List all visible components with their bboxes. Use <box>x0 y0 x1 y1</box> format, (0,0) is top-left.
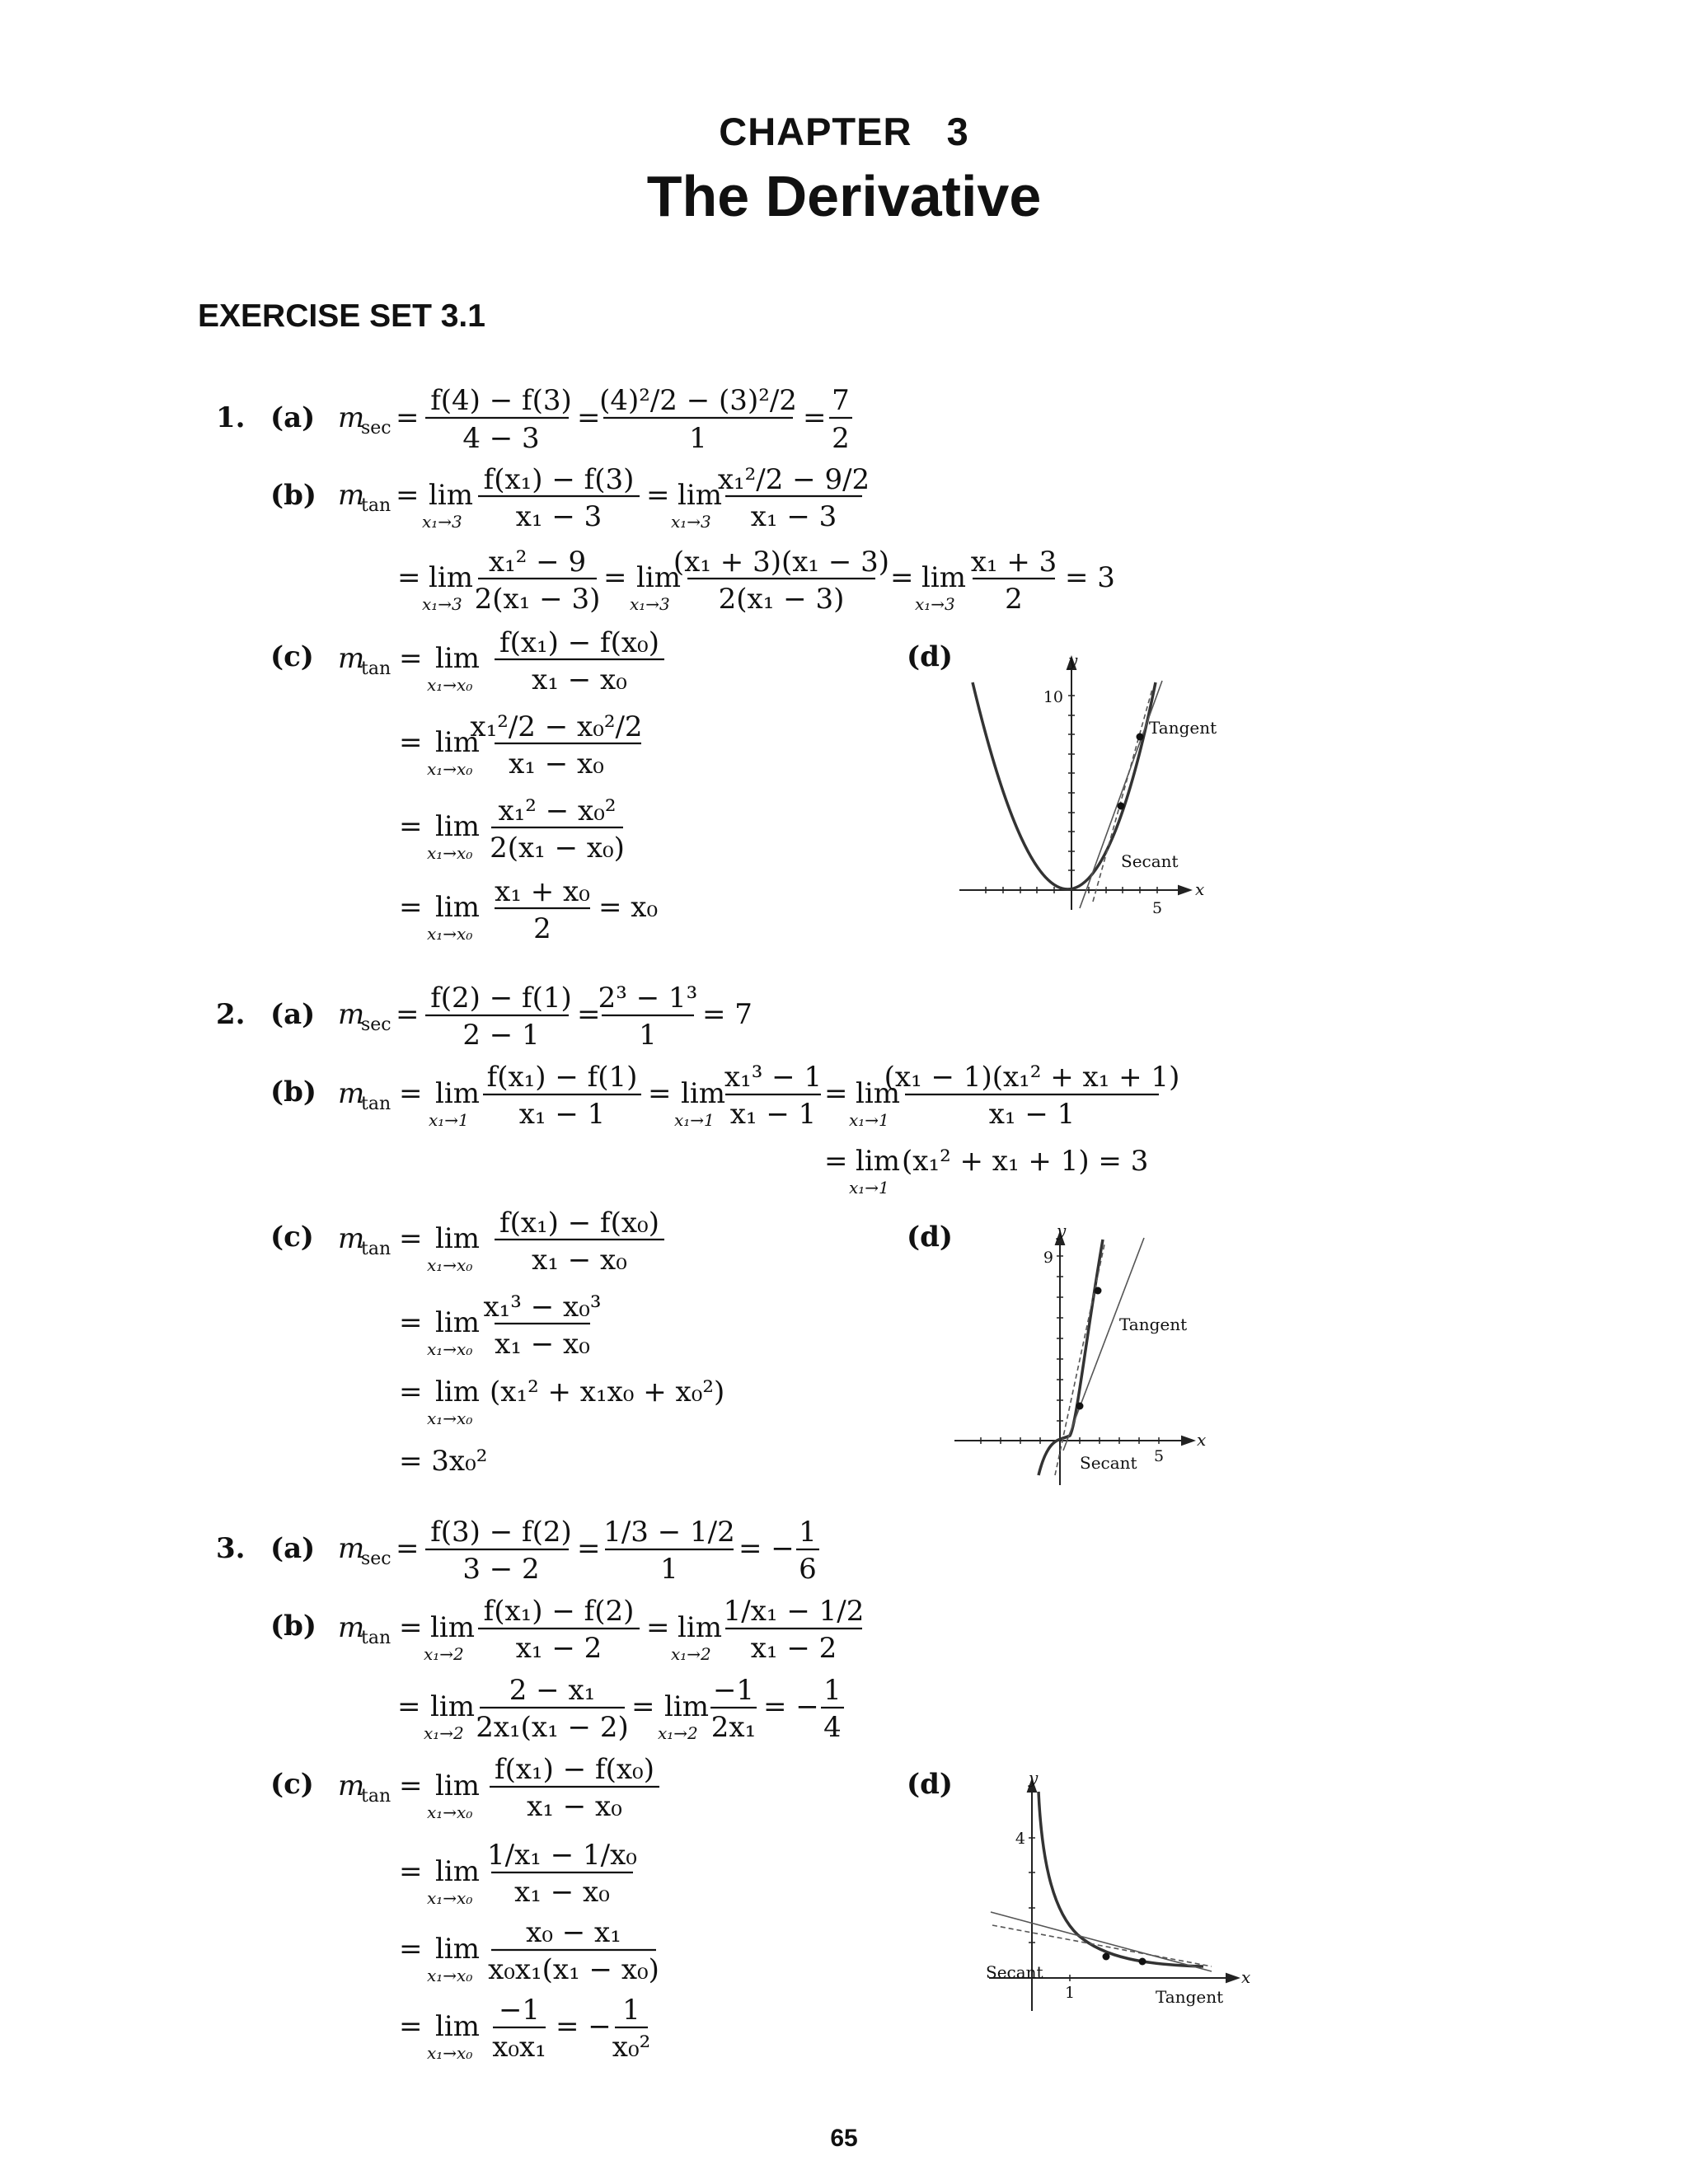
numerator: f(2) − f(1) <box>430 982 572 1015</box>
denominator: x₀² <box>612 2031 651 2064</box>
numerator: f(x₁) − f(x₀) <box>499 626 659 659</box>
x-axis-label: x <box>1197 1430 1207 1450</box>
denominator: x₁ − 1 <box>729 1098 817 1131</box>
lim-subscript: x₁→2 <box>424 1644 464 1664</box>
part-b-label: (b) <box>270 1076 316 1108</box>
lim: lim <box>856 1077 900 1110</box>
svg-text:=: = <box>646 479 670 512</box>
numerator: f(x₁) − f(x₀) <box>499 1207 659 1240</box>
graph-parabola <box>948 651 1228 915</box>
chapter-label: CHAPTER 3 <box>719 110 969 153</box>
subscript: tan <box>361 1094 392 1114</box>
lim: lim <box>435 2010 480 2043</box>
svg-text:=: = <box>399 1222 423 1255</box>
x-tick-label: 5 <box>1153 1447 1165 1465</box>
m-symbol: m <box>338 1077 365 1110</box>
denominator: x₀x₁(x₁ − x₀) <box>488 1953 659 1986</box>
x-axis-arrow <box>1179 886 1190 894</box>
y-axis-label: y <box>1057 1221 1067 1240</box>
m-symbol: m <box>338 401 365 434</box>
numerator: f(x₁) − f(x₀) <box>495 1753 654 1786</box>
point <box>1139 1958 1146 1966</box>
svg-text:=: = <box>399 1376 423 1408</box>
numerator: 1/3 − 1/2 <box>603 1516 735 1549</box>
numerator: 1 <box>799 1516 817 1549</box>
point <box>1076 1403 1084 1410</box>
denominator: x₁ − x₀ <box>532 663 627 696</box>
numerator: 1 <box>622 1994 640 2027</box>
tangent-line <box>1080 681 1162 908</box>
numerator: x₁ + 3 <box>970 546 1057 579</box>
section-heading: EXERCISE SET 3.1 <box>198 298 485 334</box>
m-symbol: m <box>338 479 365 512</box>
svg-text:=: = <box>648 1077 672 1110</box>
lim: lim <box>435 642 480 675</box>
lim-subscript: x₁→x₀ <box>427 1255 473 1275</box>
lim-subscript: x₁→x₀ <box>427 1339 473 1359</box>
lim-subscript: x₁→x₀ <box>427 759 473 779</box>
numerator: −1 <box>712 1674 755 1707</box>
subscript: tan <box>361 1239 392 1259</box>
denominator: x₁ − 1 <box>518 1098 606 1131</box>
numerator: (x₁ − 1)(x₁² + x₁ + 1) <box>884 1061 1180 1094</box>
numerator: 1/x₁ − 1/x₀ <box>487 1839 637 1872</box>
numerator: 7 <box>832 384 850 417</box>
secant-label: Secant <box>1121 851 1179 871</box>
numerator: x₁²/2 − x₀²/2 <box>470 710 643 743</box>
problem-number: 2. <box>216 998 246 1031</box>
numerator: 2³ − 1³ <box>598 982 698 1015</box>
numerator: x₁ + x₀ <box>495 875 590 908</box>
ticks <box>1029 1838 1070 1981</box>
numerator: f(4) − f(3) <box>430 384 572 417</box>
lim-subscript: x₁→2 <box>671 1644 711 1664</box>
svg-text:=: = <box>396 998 420 1031</box>
numerator: (4)²/2 − (3)²/2 <box>599 384 797 417</box>
svg-text:=: = <box>824 1145 848 1178</box>
numerator: f(x₁) − f(2) <box>483 1595 635 1628</box>
lim-subscript: x₁→2 <box>658 1723 698 1743</box>
graph-hyperbola <box>973 1764 1253 2027</box>
problem-number: 1. <box>216 401 246 434</box>
numerator: x₀ − x₁ <box>526 1916 621 1949</box>
part-d-label: (d) <box>907 1768 953 1801</box>
denominator: x₁ − x₀ <box>527 1790 622 1823</box>
svg-text:=: = <box>399 2010 423 2043</box>
ticks <box>981 1256 1159 1444</box>
numerator: f(x₁) − f(1) <box>486 1061 638 1094</box>
denominator: 3 − 2 <box>462 1553 540 1586</box>
problem-number: 3. <box>216 1532 246 1565</box>
denominator: 2x₁ <box>710 1711 757 1744</box>
denominator: 2(x₁ − 3) <box>718 583 845 616</box>
svg-text:=: = <box>577 1532 601 1565</box>
y-axis-label: y <box>1029 1768 1039 1788</box>
point <box>1137 733 1144 741</box>
denominator: x₁ − 2 <box>750 1632 837 1665</box>
lim-subscript: x₁→x₀ <box>427 1802 473 1822</box>
lim-subscript: x₁→x₀ <box>427 924 473 944</box>
denominator: x₁ − 2 <box>515 1632 603 1665</box>
lim-subscript: x₁→x₀ <box>427 675 473 695</box>
svg-text:=: = <box>577 401 601 434</box>
lim: lim <box>435 726 480 759</box>
part-c-label: (c) <box>270 1768 314 1801</box>
part-c-label: (c) <box>270 1221 314 1254</box>
svg-text:=: = <box>646 1611 670 1644</box>
lim-subscript: x₁→3 <box>671 512 711 532</box>
part-d-label: (d) <box>907 640 953 673</box>
tangent-label: Tangent <box>1119 1315 1188 1334</box>
numerator: 1 <box>823 1674 842 1707</box>
svg-text:=: = <box>396 1532 420 1565</box>
lim: lim <box>435 1077 480 1110</box>
m-symbol: m <box>338 998 365 1031</box>
numerator: f(x₁) − f(3) <box>483 463 635 496</box>
m-symbol: m <box>338 1532 365 1565</box>
lim-subscript: x₁→2 <box>424 1723 464 1743</box>
lim: lim <box>435 810 480 843</box>
lim-subscript: x₁→3 <box>422 594 462 614</box>
problem-3 <box>216 1516 953 2064</box>
part-a-label: (a) <box>270 1532 316 1565</box>
lim: lim <box>435 1376 480 1408</box>
denominator: 2(x₁ − 3) <box>474 583 601 616</box>
point <box>1095 1287 1102 1295</box>
lim: lim <box>921 561 966 594</box>
y-tick-label: 10 <box>1043 688 1063 706</box>
secant-label: Secant <box>986 1962 1043 1982</box>
subscript: sec <box>361 1015 392 1035</box>
denominator: 2 − 1 <box>462 1019 540 1052</box>
numerator: 2 − x₁ <box>509 1674 596 1707</box>
lim: lim <box>435 1222 480 1255</box>
lim: lim <box>678 1611 722 1644</box>
numerator: −1 <box>498 1994 541 2027</box>
x-axis-arrow <box>1226 1974 1238 1982</box>
lim-subscript: x₁→x₀ <box>427 1408 473 1428</box>
part-d-label: (d) <box>907 1221 953 1254</box>
subscript: tan <box>361 495 392 516</box>
denominator: 2 <box>1005 583 1023 616</box>
svg-text:=: = <box>397 1690 421 1723</box>
y-tick-label: 4 <box>1015 1830 1025 1848</box>
lim-subscript: x₁→1 <box>674 1110 715 1130</box>
y-axis-label: y <box>1068 650 1078 670</box>
svg-text:=: = <box>890 561 914 594</box>
svg-text:=: = <box>399 1769 423 1802</box>
result: = 3x₀² <box>399 1445 488 1478</box>
svg-text:= −: = − <box>738 1532 795 1565</box>
denominator: 1 <box>639 1019 657 1052</box>
lim: lim <box>435 1933 480 1966</box>
denominator: 2 <box>533 912 551 945</box>
svg-text:=: = <box>399 1933 423 1966</box>
result: = 7 <box>702 998 753 1031</box>
part-b-label: (b) <box>270 1610 316 1643</box>
svg-text:=: = <box>824 1077 848 1110</box>
m-symbol: m <box>338 1611 365 1644</box>
svg-text:=: = <box>631 1690 655 1723</box>
lim: lim <box>664 1690 709 1723</box>
page-number: 65 <box>830 2125 858 2152</box>
numerator: x₁³ − x₀³ <box>483 1291 602 1324</box>
x-tick-label: 1 <box>1064 1984 1076 2002</box>
denominator: x₀x₁ <box>492 2031 546 2064</box>
svg-text:=: = <box>399 810 423 843</box>
lim-subscript: x₁→1 <box>429 1110 469 1130</box>
subscript: sec <box>361 418 392 438</box>
m-symbol: m <box>338 1222 365 1255</box>
numerator: 1/x₁ − 1/2 <box>723 1595 865 1628</box>
secant-line <box>992 1925 1212 1966</box>
lim: lim <box>430 1611 475 1644</box>
x-tick-label: 5 <box>1151 899 1163 917</box>
lim-subscript: x₁→x₀ <box>427 2043 473 2063</box>
subscript: tan <box>361 658 392 679</box>
lim: lim <box>678 479 722 512</box>
result: = x₀ <box>598 891 659 924</box>
numerator: f(3) − f(2) <box>430 1516 572 1549</box>
numerator: x₁²/2 − 9/2 <box>717 463 870 496</box>
part-b-label: (b) <box>270 479 316 512</box>
denominator: 2 <box>832 422 850 455</box>
lim-subscript: x₁→3 <box>422 512 462 532</box>
expression: (x₁² + x₁x₀ + x₀²) <box>490 1376 725 1408</box>
svg-text:=: = <box>399 1611 423 1644</box>
hyperbola-curve <box>1039 1792 1203 1966</box>
x-axis-label: x <box>1241 1967 1251 1987</box>
denominator: 2x₁(x₁ − 2) <box>476 1711 629 1744</box>
subscript: tan <box>361 1786 392 1807</box>
graph-cubic <box>948 1220 1228 1500</box>
subscript: tan <box>361 1628 392 1648</box>
svg-text:=: = <box>399 642 423 675</box>
part-c-label: (c) <box>270 640 314 673</box>
svg-text:=: = <box>577 998 601 1031</box>
point <box>1103 1953 1110 1961</box>
svg-text:=: = <box>399 726 423 759</box>
part-a-label: (a) <box>270 401 316 434</box>
lim-subscript: x₁→x₀ <box>427 1966 473 1985</box>
denominator: x₁ − x₀ <box>514 1876 610 1909</box>
secant-label: Secant <box>1080 1453 1137 1473</box>
lim: lim <box>435 891 480 924</box>
lim-subscript: x₁→1 <box>849 1178 889 1197</box>
denominator: 4 <box>823 1711 842 1744</box>
numerator: x₁² − 9 <box>488 546 587 579</box>
svg-text:= −: = − <box>556 2010 612 2043</box>
lim: lim <box>435 1769 480 1802</box>
numerator: (x₁ + 3)(x₁ − 3) <box>673 546 890 579</box>
point <box>1118 803 1125 810</box>
svg-text:=: = <box>396 479 420 512</box>
lim: lim <box>681 1077 725 1110</box>
denominator: x₁ − x₀ <box>509 748 604 780</box>
lim-subscript: x₁→3 <box>915 594 955 614</box>
m-symbol: m <box>338 642 365 675</box>
denominator: 2(x₁ − x₀) <box>490 832 625 865</box>
svg-text:=: = <box>399 891 423 924</box>
tangent-label: Tangent <box>1156 1987 1224 2007</box>
subscript: sec <box>361 1549 392 1569</box>
svg-text:=: = <box>399 1855 423 1888</box>
denominator: 1 <box>689 422 707 455</box>
result: = 3 <box>1065 561 1115 594</box>
denominator: 6 <box>799 1553 817 1586</box>
svg-text:=: = <box>396 401 420 434</box>
lim-subscript: x₁→3 <box>630 594 670 614</box>
svg-text:=: = <box>603 561 627 594</box>
lim: lim <box>435 1306 480 1339</box>
m-symbol: m <box>338 1769 365 1802</box>
denominator: x₁ − 3 <box>515 500 603 533</box>
expression: (x₁² + x₁ + 1) = 3 <box>902 1145 1149 1178</box>
denominator: x₁ − x₀ <box>495 1328 590 1361</box>
numerator: x₁³ − 1 <box>724 1061 823 1094</box>
denominator: x₁ − x₀ <box>532 1244 627 1277</box>
denominator: 1 <box>660 1553 678 1586</box>
lim-subscript: x₁→1 <box>849 1110 889 1130</box>
tangent-line <box>1063 1238 1144 1451</box>
lim-subscript: x₁→x₀ <box>427 843 473 863</box>
svg-text:=: = <box>397 561 421 594</box>
denominator: 4 − 3 <box>462 422 540 455</box>
chapter-title: The Derivative <box>646 164 1042 228</box>
tangent-label: Tangent <box>1149 718 1217 738</box>
part-a-label: (a) <box>270 998 316 1031</box>
svg-text:=: = <box>399 1077 423 1110</box>
denominator: x₁ − 1 <box>988 1098 1076 1131</box>
svg-text:=: = <box>399 1306 423 1339</box>
lim: lim <box>430 1690 475 1723</box>
lim-subscript: x₁→x₀ <box>427 1888 473 1908</box>
x-axis-label: x <box>1195 879 1205 899</box>
x-axis-arrow <box>1182 1436 1193 1445</box>
lim: lim <box>856 1145 900 1178</box>
lim: lim <box>435 1855 480 1888</box>
svg-text:= −: = − <box>763 1690 819 1723</box>
denominator: x₁ − 3 <box>750 500 837 533</box>
lim: lim <box>636 561 681 594</box>
numerator: x₁² − x₀² <box>498 794 617 827</box>
lim: lim <box>429 479 473 512</box>
lim: lim <box>429 561 473 594</box>
y-tick-label: 9 <box>1043 1249 1053 1267</box>
svg-text:=: = <box>803 401 827 434</box>
